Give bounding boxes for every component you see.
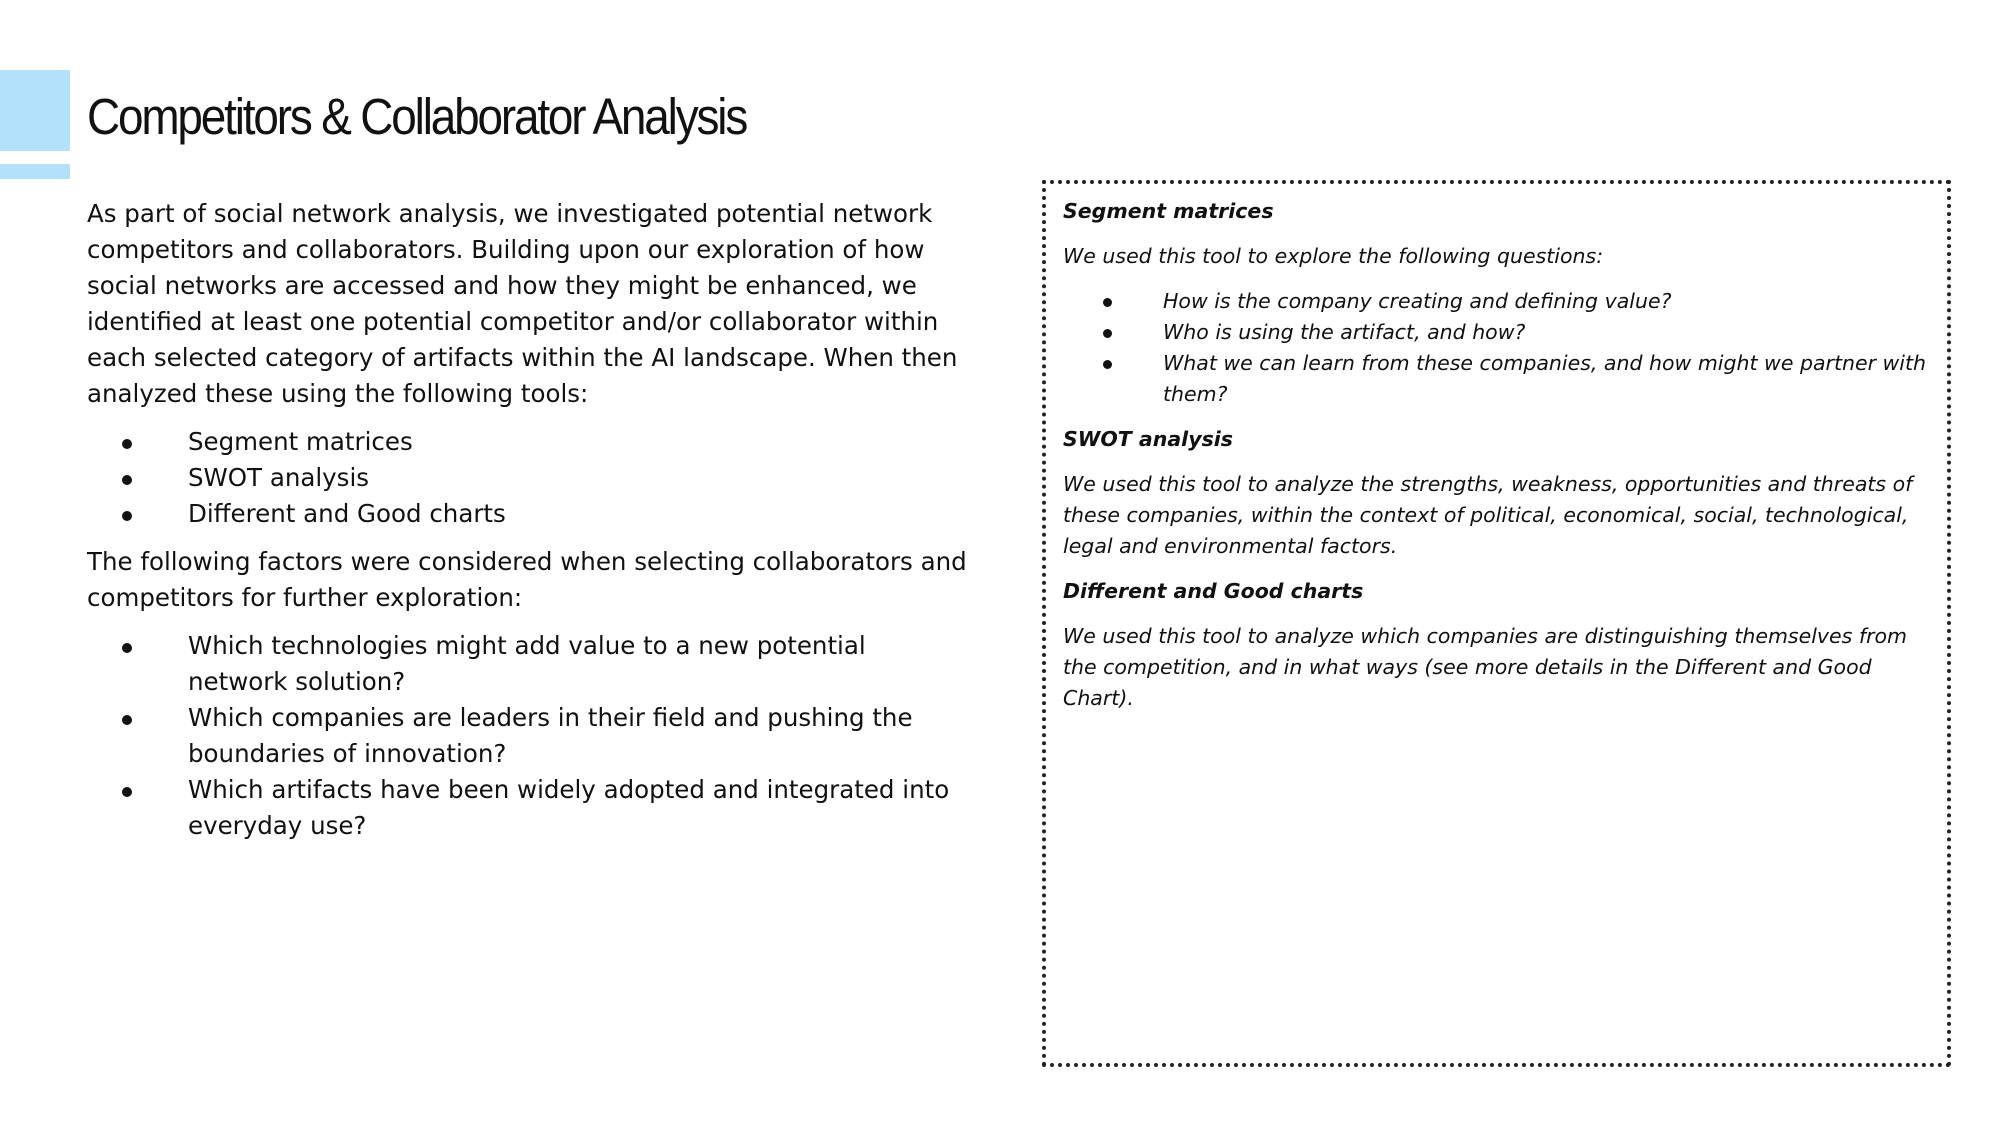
factors-intro: The following factors were considered when selecting collaborators and competitors for further exploration: <box>87 547 967 612</box>
bullet-icon <box>1103 329 1112 338</box>
list-item <box>87 628 967 700</box>
accent-block <box>0 70 70 151</box>
list-item-text: Segment matrices <box>188 427 413 456</box>
bullet-icon <box>122 643 132 653</box>
list-item-text: Which artifacts have been widely adopted and integrated into everyday use? <box>188 775 950 840</box>
list-item-text: What we can learn from these companies, and how might we partner with them? <box>1163 351 1927 406</box>
swot-heading: SWOT analysis <box>1063 427 1234 451</box>
list-item <box>87 700 967 772</box>
tools-description-content <box>1063 196 1933 728</box>
different-good-heading: Different and Good charts <box>1063 579 1364 603</box>
list-item <box>87 424 967 460</box>
list-item <box>1063 348 1933 410</box>
list-item-text: How is the company creating and defining value? <box>1163 289 1672 313</box>
segment-intro: We used this tool to explore the following questions: <box>1063 244 1604 268</box>
bullet-icon <box>122 715 132 725</box>
list-item <box>87 460 967 496</box>
left-column <box>87 196 967 856</box>
bullet-icon <box>1103 298 1112 307</box>
tools-list <box>87 424 967 532</box>
list-item-text: SWOT analysis <box>188 463 370 492</box>
bullet-icon <box>122 511 132 521</box>
list-item <box>87 496 967 532</box>
list-item <box>1063 317 1933 348</box>
factors-list <box>87 628 967 844</box>
segment-questions-list <box>1063 286 1933 410</box>
bullet-icon <box>1103 360 1112 369</box>
list-item-text: Which technologies might add value to a new potential network solution? <box>188 631 866 696</box>
bullet-icon <box>122 439 132 449</box>
bullet-icon <box>122 787 132 797</box>
different-good-text: We used this tool to analyze which companies are distinguishing themselves from the competition, and in what ways (see more details in the Different and Good Chart). <box>1063 624 1908 710</box>
list-item-text: Different and Good charts <box>188 499 506 528</box>
list-item-text: Who is using the artifact, and how? <box>1163 320 1526 344</box>
list-item-text: Which companies are leaders in their field and pushing the boundaries of innovation? <box>188 703 913 768</box>
slide-title: Competitors & Collaborator Analysis <box>87 88 747 145</box>
intro-paragraph: As part of social network analysis, we investigated potential network competitors and collaborators. Building upon our exploration of how social networks are accessed and how they might be enhanced, we identified at least one potential competitor and/or collaborator within each selected category of artifacts within the AI landscape. When then analyzed these using the following tools: <box>87 199 958 408</box>
bullet-icon <box>122 475 132 485</box>
accent-bar <box>0 164 70 179</box>
swot-text: We used this tool to analyze the strengths, weakness, opportunities and threats of these companies, within the context of political, economical, social, technological, legal and environmental factors. <box>1063 472 1913 558</box>
list-item <box>1063 286 1933 317</box>
segment-heading: Segment matrices <box>1063 199 1274 223</box>
list-item <box>87 772 967 844</box>
